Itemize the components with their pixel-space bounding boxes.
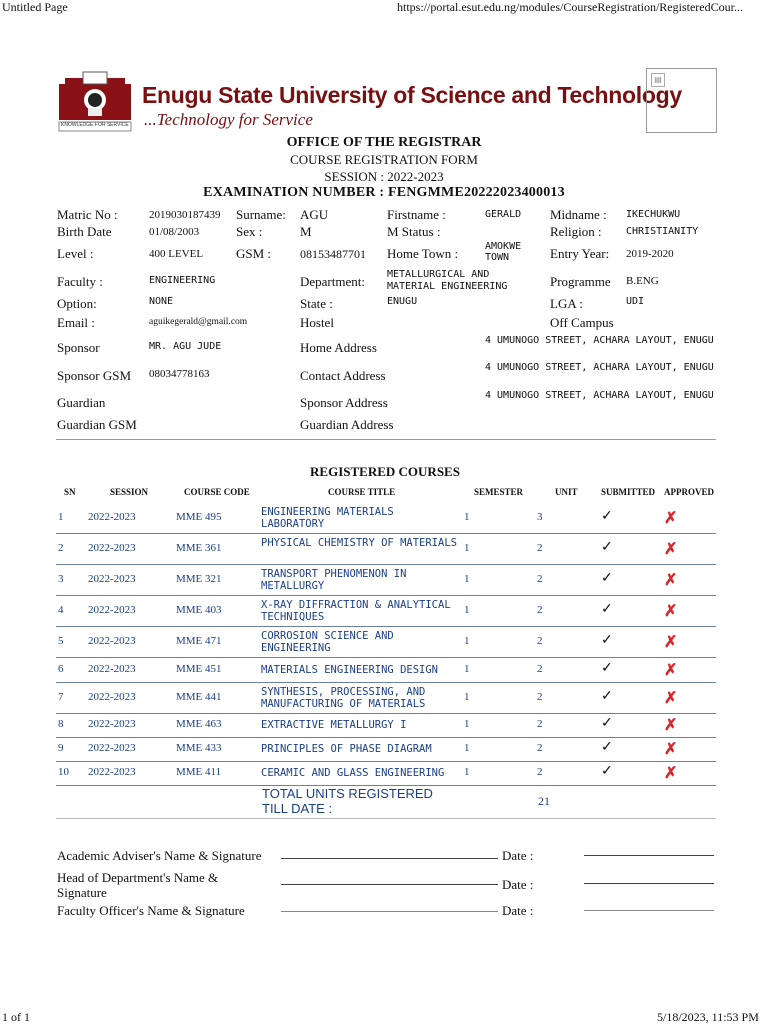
row-session: 2022-2023 [88,742,136,754]
row-session: 2022-2023 [88,572,136,585]
row-divider [56,713,716,714]
row-semester: 1 [464,541,470,554]
col-course-code: COURSE CODE [184,487,250,497]
row-course-title: EXTRACTIVE METALLURGY I [261,719,407,731]
row-course-code: MME 411 [176,766,222,778]
university-tagline: ...Technology for Service [144,110,313,129]
registered-courses-heading: REGISTERED COURSES [310,464,460,479]
row-course-title: SYNTHESIS, PROCESSING, AND MANUFACTURING OF MATERIALS [261,685,426,710]
row-unit: 2 [537,662,543,675]
row-unit: 2 [537,603,543,616]
sponsor-gsm-value: 08034778163 [149,368,210,380]
row-course-title: PHYSICAL CHEMISTRY OF MATERIALS [261,536,457,549]
hod-signature-label: Head of Department's Name & Signature [57,870,219,900]
midname-value: IKECHUKWU [626,209,681,220]
row-session: 2022-2023 [88,662,136,675]
hod-date-label: Date : [502,877,534,892]
faculty-label: Faculty : [57,274,103,289]
row-sn: 9 [58,742,64,754]
check-icon: ✓ [601,508,613,524]
check-icon: ✓ [601,570,613,586]
hod-signature-line [281,884,498,885]
check-icon: ✓ [601,740,613,755]
faculty-officer-signature-label: Faculty Officer's Name & Signature [57,903,245,918]
row-course-code: MME 495 [176,510,222,523]
option-label: Option: [57,296,97,311]
row-divider [56,626,716,627]
x-mark-icon: ✗ [664,602,678,620]
row-unit: 2 [537,541,543,554]
row-course-title: CORROSION SCIENCE AND ENGINEERING [261,629,394,654]
row-course-title: X-RAY DIFFRACTION & ANALYTICAL TECHNIQUES [261,598,451,623]
programme-label: Programme [550,274,611,289]
sex-value: M [300,224,312,239]
row-divider [56,761,716,762]
col-approved: APPROVED [664,487,714,497]
guardian-gsm-label: Guardian GSM [57,417,137,432]
check-icon: ✓ [601,601,613,617]
x-mark-icon: ✗ [664,509,678,527]
row-divider [56,657,716,658]
off-campus-label: Off Campus [550,315,614,330]
adviser-date-line [584,855,714,856]
print-datetime: 5/18/2023, 11:53 PM [657,1010,759,1024]
row-course-title: ENGINEERING MATERIALS LABORATORY [261,505,394,530]
surname-value: AGU [300,207,329,222]
x-mark-icon: ✗ [664,571,678,589]
row-divider [56,737,716,738]
row-course-code: MME 321 [176,572,222,585]
check-icon: ✓ [601,539,613,555]
faculty-officer-date-line [584,910,714,911]
row-sn: 4 [58,603,64,616]
row-semester: 1 [464,690,470,703]
entry-year-value: 2019-2020 [626,248,674,260]
email-value: aguikegerald@gmail.com [149,317,248,327]
row-sn: 5 [58,634,64,647]
guardian-label: Guardian [57,395,106,410]
check-icon: ✓ [601,660,613,676]
row-course-title: CERAMIC AND GLASS ENGINEERING [261,767,445,779]
row-course-code: MME 441 [176,690,222,703]
gsm-label: GSM : [236,246,272,261]
check-icon: ✓ [601,632,613,648]
row-sn: 6 [58,662,64,675]
row-course-code: MME 471 [176,634,222,647]
row-sn: 1 [58,510,64,523]
sponsor-gsm-label: Sponsor GSM [57,368,132,383]
row-unit: 2 [537,766,543,778]
religion-value: CHRISTIANITY [626,226,699,237]
department-value: METALLURGICAL AND MATERIAL ENGINEERING [387,269,508,292]
col-unit: UNIT [555,487,578,497]
faculty-officer-date-label: Date : [502,903,534,918]
row-sn: 2 [58,541,64,554]
x-mark-icon: ✗ [664,765,678,782]
matric-value: 2019030187439 [149,209,221,221]
row-course-title: MATERIALS ENGINEERING DESIGN [261,663,439,676]
faculty-officer-signature-line [281,911,498,912]
col-session: SESSION [110,487,149,497]
row-course-code: MME 403 [176,603,222,616]
midname-label: Midname : [550,207,607,222]
row-course-title: TRANSPORT PHENOMENON IN METALLURGY [261,567,407,592]
surname-label: Surname: [236,207,286,222]
check-icon: ✓ [601,716,613,731]
x-mark-icon: ✗ [664,540,678,558]
hometown-value: AMOKWE TOWN [485,241,522,263]
check-icon: ✓ [601,688,613,704]
adviser-signature-line [281,858,498,859]
row-session: 2022-2023 [88,510,136,523]
firstname-value: GERALD [485,209,522,220]
page-title: Untitled Page [2,0,68,14]
birth-value: 01/08/2003 [149,226,200,238]
religion-label: Religion : [550,224,602,239]
sponsor-address-value: 4 UMUNOGO STREET, ACHARA LAYOUT, ENUGU [485,390,714,401]
form-title: COURSE REGISTRATION FORM [290,152,478,167]
total-units-label: TOTAL UNITS REGISTERED TILL DATE : [262,786,433,816]
row-semester: 1 [464,662,470,675]
row-sn: 10 [58,766,69,778]
page-count: 1 of 1 [2,1010,30,1024]
broken-image-icon: ▤ [651,73,665,87]
contact-address-label: Contact Address [300,368,386,383]
guardian-address-label: Guardian Address [300,417,394,432]
sponsor-label: Sponsor [57,340,100,355]
page-url: https://portal.esut.edu.ng/modules/CourseRegistration/RegisteredCour... [397,0,743,14]
university-name: Enugu State University of Science and Technology [142,82,682,108]
sponsor-address-label: Sponsor Address [300,395,388,410]
row-sn: 3 [58,572,64,585]
home-address-label: Home Address [300,340,377,355]
row-course-code: MME 361 [176,541,222,554]
x-mark-icon: ✗ [664,689,678,707]
sponsor-value: MR. AGU JUDE [149,341,222,352]
hostel-label: Hostel [300,315,334,330]
entry-year-label: Entry Year: [550,246,610,261]
row-session: 2022-2023 [88,690,136,703]
birth-label: Birth Date [57,224,112,239]
adviser-signature-label: Academic Adviser's Name & Signature [57,848,262,863]
section-divider [56,439,716,440]
x-mark-icon: ✗ [664,717,678,734]
gsm-value: 08153487701 [300,247,366,261]
exam-number: EXAMINATION NUMBER : FENGMME20222023400013 [203,185,565,200]
x-mark-icon: ✗ [664,741,678,758]
row-unit: 2 [537,742,543,754]
row-semester: 1 [464,572,470,585]
row-unit: 2 [537,690,543,703]
session-title: SESSION : 2022-2023 [324,169,444,184]
row-session: 2022-2023 [88,541,136,554]
row-semester: 1 [464,510,470,523]
contact-address-value: 4 UMUNOGO STREET, ACHARA LAYOUT, ENUGU [485,362,714,373]
row-semester: 1 [464,766,470,778]
row-sn: 7 [58,690,64,703]
table-bottom-line [56,818,716,819]
row-sn: 8 [58,718,64,730]
home-address-value: 4 UMUNOGO STREET, ACHARA LAYOUT, ENUGU [485,335,714,346]
row-course-code: MME 451 [176,662,222,675]
col-sn: SN [64,487,76,497]
row-semester: 1 [464,634,470,647]
row-course-code: MME 463 [176,718,222,730]
passport-photo [646,68,717,133]
row-unit: 2 [537,718,543,730]
total-units-value: 21 [538,794,550,808]
hod-date-line [584,883,714,884]
row-session: 2022-2023 [88,603,136,616]
row-divider [56,682,716,683]
row-session: 2022-2023 [88,718,136,730]
row-divider [56,595,716,596]
programme-value: B.ENG [626,275,659,287]
level-value: 400 LEVEL [149,248,204,260]
row-divider [56,533,716,534]
row-course-title: PRINCIPLES OF PHASE DIAGRAM [261,743,432,755]
firstname-label: Firstname : [387,207,446,222]
row-course-code: MME 433 [176,742,222,754]
mstatus-label: M Status : [387,224,441,239]
row-divider [56,564,716,565]
row-unit: 2 [537,572,543,585]
crest-motto: KNOWLEDGE FOR SERVICE [61,122,129,128]
option-value: NONE [149,296,174,307]
check-icon: ✓ [601,764,613,779]
row-session: 2022-2023 [88,766,136,778]
row-semester: 1 [464,603,470,616]
x-mark-icon: ✗ [664,633,678,651]
department-label: Department: [300,274,365,289]
row-unit: 2 [537,634,543,647]
faculty-value: ENGINEERING [149,275,216,286]
col-submitted: SUBMITTED [601,487,656,497]
col-semester: SEMESTER [474,487,524,497]
email-label: Email : [57,315,95,330]
row-semester: 1 [464,742,470,754]
office-title: OFFICE OF THE REGISTRAR [286,135,482,150]
row-semester: 1 [464,718,470,730]
x-mark-icon: ✗ [664,661,678,679]
level-label: Level : [57,246,94,261]
state-label: State : [300,296,333,311]
sex-label: Sex : [236,224,263,239]
lga-value: UDI [626,296,645,307]
row-unit: 3 [537,510,543,523]
row-session: 2022-2023 [88,634,136,647]
matric-label: Matric No : [57,207,118,222]
hometown-label: Home Town : [387,246,459,261]
lga-label: LGA : [550,296,583,311]
state-value: ENUGU [387,296,418,307]
col-course-title: COURSE TITLE [328,487,396,497]
adviser-date-label: Date : [502,848,534,863]
